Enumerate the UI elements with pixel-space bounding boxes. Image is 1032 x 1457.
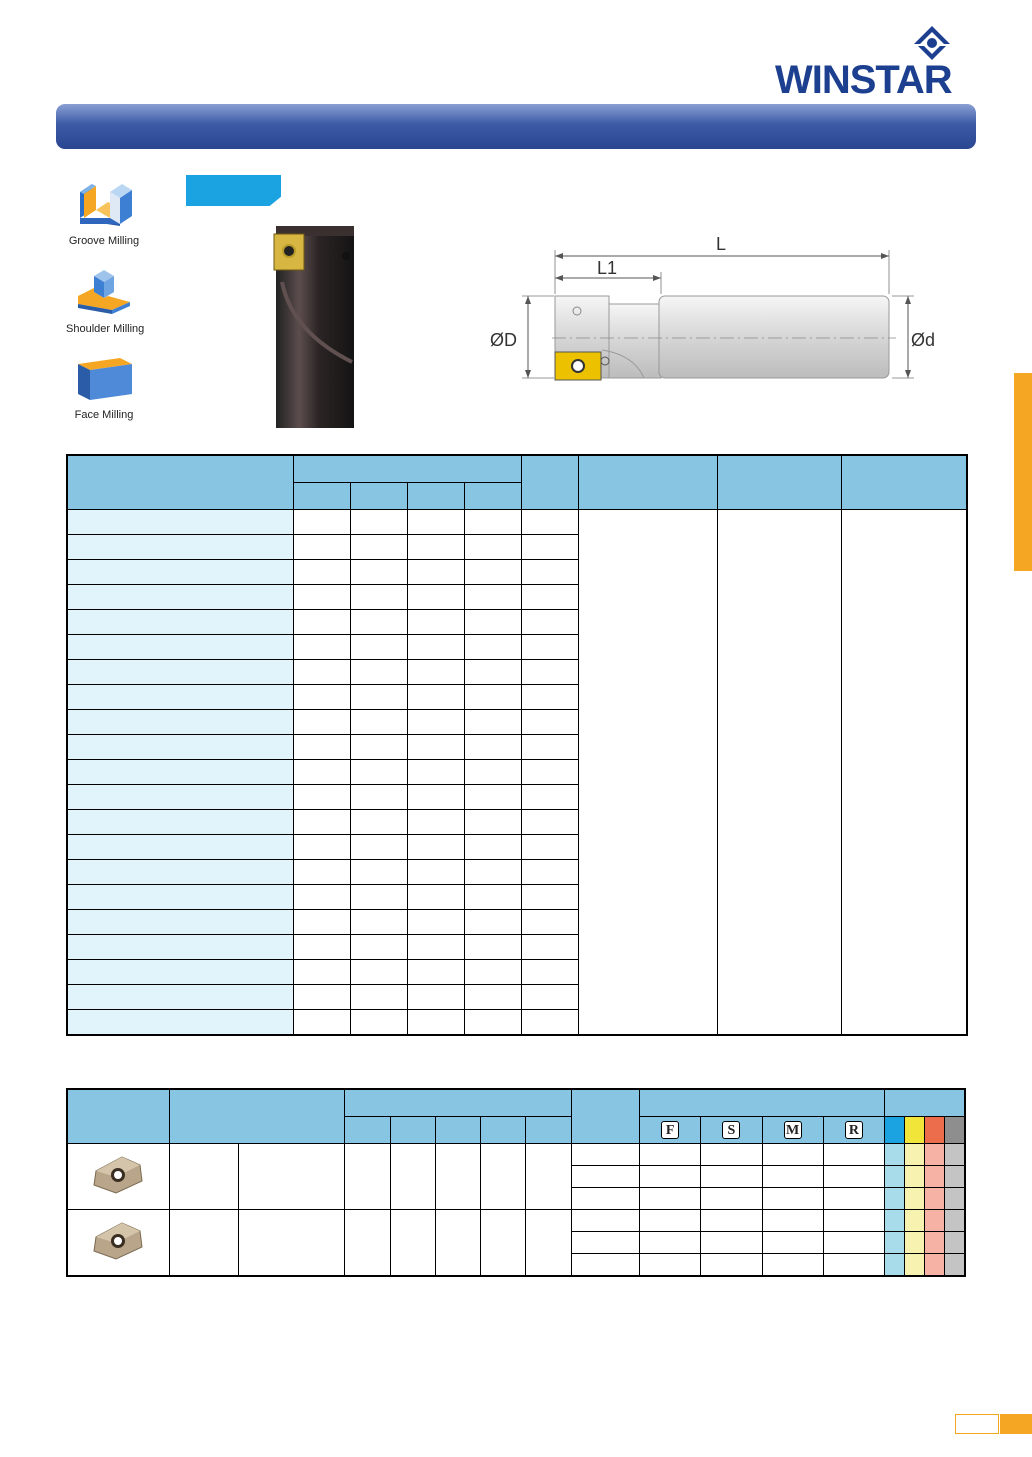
spec-model-cell bbox=[67, 684, 293, 709]
insert-model-cell bbox=[169, 1210, 238, 1277]
grade-F-icon: F bbox=[661, 1121, 679, 1139]
spec-value-cell bbox=[293, 559, 350, 584]
spec-value-cell bbox=[293, 534, 350, 559]
insert-material-cell bbox=[905, 1232, 925, 1254]
spec-value-cell bbox=[521, 1009, 578, 1035]
spec-header-insert bbox=[578, 455, 717, 509]
spec-value-cell bbox=[293, 834, 350, 859]
spec-header-screw bbox=[717, 455, 841, 509]
insert-material-cell bbox=[905, 1166, 925, 1188]
dim-L-label: L bbox=[716, 234, 727, 254]
insert-dim-cell bbox=[390, 1144, 435, 1210]
spec-value-cell bbox=[350, 684, 407, 709]
spec-model-cell bbox=[67, 834, 293, 859]
face-milling-item bbox=[66, 354, 142, 421]
spec-value-cell bbox=[464, 609, 521, 634]
spec-value-cell bbox=[350, 784, 407, 809]
series-badge bbox=[186, 175, 281, 206]
spec-value-cell bbox=[350, 809, 407, 834]
insert-material-cell bbox=[945, 1232, 965, 1254]
spec-value-cell bbox=[293, 634, 350, 659]
dim-D-label: ØD bbox=[490, 330, 517, 350]
spec-model-cell bbox=[67, 709, 293, 734]
spec-value-cell bbox=[350, 734, 407, 759]
spec-header-D bbox=[293, 482, 350, 509]
spec-value-cell bbox=[464, 1009, 521, 1035]
winstar-logo bbox=[775, 22, 980, 102]
spec-value-cell bbox=[521, 534, 578, 559]
grade-S-cell bbox=[701, 1117, 762, 1144]
spec-value-cell bbox=[407, 1009, 464, 1035]
spec-value-cell bbox=[464, 734, 521, 759]
logo-text: WINSTAR bbox=[775, 58, 952, 102]
material-k-swatch bbox=[925, 1117, 945, 1144]
spec-header-wrench bbox=[841, 455, 967, 509]
spec-model-cell bbox=[67, 1009, 293, 1035]
insert-material-cell bbox=[885, 1188, 905, 1210]
spec-value-cell bbox=[464, 634, 521, 659]
insert-grade-cell bbox=[571, 1166, 639, 1188]
spec-value-cell bbox=[407, 634, 464, 659]
insert-cutting-cell bbox=[701, 1232, 762, 1254]
grade-S-icon: S bbox=[722, 1121, 740, 1139]
insert-grade-cell bbox=[571, 1210, 639, 1232]
spec-value-cell bbox=[464, 509, 521, 534]
insert-material-cell bbox=[925, 1188, 945, 1210]
insert-icon bbox=[88, 1153, 148, 1197]
insert-material-cell bbox=[905, 1210, 925, 1232]
spec-value-cell bbox=[407, 559, 464, 584]
spec-value-cell bbox=[293, 884, 350, 909]
spec-value-cell bbox=[293, 984, 350, 1009]
spec-value-cell bbox=[350, 934, 407, 959]
spec-header-L bbox=[350, 482, 407, 509]
dim-L1-label: L1 bbox=[597, 258, 618, 278]
spec-value-cell bbox=[464, 784, 521, 809]
spec-value-cell bbox=[350, 1009, 407, 1035]
insert-material-cell bbox=[925, 1210, 945, 1232]
spec-value-cell bbox=[407, 534, 464, 559]
header-bar bbox=[56, 104, 976, 149]
spec-value-cell bbox=[293, 684, 350, 709]
material-m-swatch bbox=[905, 1117, 925, 1144]
spec-value-cell bbox=[407, 984, 464, 1009]
insert-cutting-cell bbox=[639, 1254, 700, 1277]
spec-model-cell bbox=[67, 509, 293, 534]
insert-cutting-cell bbox=[639, 1166, 700, 1188]
spec-value-cell bbox=[293, 659, 350, 684]
insert-model-cell bbox=[239, 1210, 344, 1277]
insert-material-cell bbox=[885, 1166, 905, 1188]
spec-value-cell bbox=[521, 984, 578, 1009]
spec-value-cell bbox=[293, 759, 350, 784]
spec-value-cell bbox=[350, 834, 407, 859]
insert-material-cell bbox=[945, 1210, 965, 1232]
insert-grade-cell bbox=[571, 1144, 639, 1166]
insert-material-cell bbox=[905, 1188, 925, 1210]
insert-material-cell bbox=[925, 1232, 945, 1254]
spec-value-cell bbox=[464, 984, 521, 1009]
spec-insert-cell bbox=[578, 509, 717, 1035]
spec-value-cell bbox=[293, 509, 350, 534]
insert-header-material bbox=[885, 1089, 965, 1117]
spec-value-cell bbox=[350, 884, 407, 909]
spec-value-cell bbox=[407, 834, 464, 859]
insert-cutting-cell bbox=[762, 1144, 823, 1166]
spec-value-cell bbox=[293, 584, 350, 609]
spec-value-cell bbox=[521, 909, 578, 934]
insert-model-cell bbox=[169, 1144, 238, 1210]
spec-value-cell bbox=[350, 709, 407, 734]
insert-material-cell bbox=[925, 1166, 945, 1188]
face-milling-label: Face Milling bbox=[74, 409, 134, 421]
spec-model-cell bbox=[67, 784, 293, 809]
spec-header-row-1 bbox=[67, 455, 967, 482]
spec-model-cell bbox=[67, 609, 293, 634]
spec-model-cell bbox=[67, 884, 293, 909]
spec-value-cell bbox=[521, 834, 578, 859]
spec-model-cell bbox=[67, 984, 293, 1009]
insert-cutting-cell bbox=[823, 1188, 884, 1210]
groove-milling-item bbox=[66, 180, 142, 247]
spec-value-cell bbox=[350, 509, 407, 534]
spec-value-cell bbox=[293, 959, 350, 984]
insert-cutting-cell bbox=[701, 1254, 762, 1277]
grade-R-cell bbox=[823, 1117, 884, 1144]
insert-row bbox=[67, 1210, 965, 1232]
insert-image-cell bbox=[67, 1210, 169, 1277]
material-p-swatch bbox=[885, 1117, 905, 1144]
spec-value-cell bbox=[521, 609, 578, 634]
insert-material-cell bbox=[885, 1210, 905, 1232]
spec-value-cell bbox=[407, 734, 464, 759]
spec-value-cell bbox=[350, 959, 407, 984]
spec-value-cell bbox=[464, 559, 521, 584]
insert-cutting-cell bbox=[823, 1210, 884, 1232]
tool-photo bbox=[262, 222, 370, 428]
insert-material-cell bbox=[945, 1188, 965, 1210]
page-number-box bbox=[955, 1414, 999, 1434]
grade-M-icon: M bbox=[784, 1121, 802, 1139]
spec-value-cell bbox=[521, 859, 578, 884]
spec-value-cell bbox=[464, 534, 521, 559]
insert-cutting-cell bbox=[823, 1166, 884, 1188]
spec-value-cell bbox=[464, 884, 521, 909]
insert-cutting-cell bbox=[823, 1144, 884, 1166]
groove-milling-label: Groove Milling bbox=[68, 235, 140, 247]
spec-wrench-cell bbox=[841, 509, 967, 1035]
insert-header-cutting bbox=[639, 1089, 884, 1117]
spec-value-cell bbox=[521, 659, 578, 684]
spec-value-cell bbox=[407, 959, 464, 984]
spec-value-cell bbox=[293, 909, 350, 934]
insert-grade-cell bbox=[571, 1188, 639, 1210]
insert-dim-cell bbox=[526, 1210, 571, 1277]
spec-value-cell bbox=[350, 659, 407, 684]
insert-dim-cell bbox=[526, 1144, 571, 1210]
spec-value-cell bbox=[407, 909, 464, 934]
spec-value-cell bbox=[464, 759, 521, 784]
spec-model-cell bbox=[67, 759, 293, 784]
spec-value-cell bbox=[293, 934, 350, 959]
spec-value-cell bbox=[407, 584, 464, 609]
spec-model-cell bbox=[67, 809, 293, 834]
spec-value-cell bbox=[464, 809, 521, 834]
spec-value-cell bbox=[521, 809, 578, 834]
spec-value-cell bbox=[407, 509, 464, 534]
spec-model-cell bbox=[67, 734, 293, 759]
insert-material-cell bbox=[945, 1144, 965, 1166]
spec-model-cell bbox=[67, 584, 293, 609]
insert-model-cell bbox=[239, 1144, 344, 1210]
insert-cutting-cell bbox=[762, 1188, 823, 1210]
spec-value-cell bbox=[293, 734, 350, 759]
side-tab bbox=[1014, 373, 1032, 571]
spec-value-cell bbox=[521, 759, 578, 784]
spec-value-cell bbox=[350, 859, 407, 884]
spec-value-cell bbox=[293, 809, 350, 834]
spec-value-cell bbox=[521, 934, 578, 959]
spec-value-cell bbox=[350, 609, 407, 634]
spec-value-cell bbox=[521, 634, 578, 659]
insert-table bbox=[66, 1088, 966, 1277]
spec-value-cell bbox=[521, 884, 578, 909]
spec-value-cell bbox=[521, 709, 578, 734]
insert-cutting-cell bbox=[762, 1254, 823, 1277]
insert-row bbox=[67, 1144, 965, 1166]
spec-model-cell bbox=[67, 859, 293, 884]
spec-value-cell bbox=[350, 634, 407, 659]
insert-cutting-cell bbox=[701, 1210, 762, 1232]
shoulder-milling-item bbox=[66, 268, 145, 335]
spec-value-cell bbox=[407, 784, 464, 809]
insert-grade-cell bbox=[571, 1254, 639, 1277]
insert-header-image bbox=[67, 1089, 169, 1144]
spec-header-model bbox=[67, 455, 293, 509]
insert-cutting-cell bbox=[639, 1210, 700, 1232]
insert-material-cell bbox=[905, 1144, 925, 1166]
spec-value-cell bbox=[464, 709, 521, 734]
shoulder-milling-label: Shoulder Milling bbox=[66, 323, 145, 335]
spec-value-cell bbox=[521, 559, 578, 584]
spec-table bbox=[66, 454, 968, 1036]
insert-header-dimensions bbox=[344, 1089, 571, 1117]
insert-cutting-cell bbox=[823, 1232, 884, 1254]
grade-M-cell bbox=[762, 1117, 823, 1144]
spec-header-L1 bbox=[407, 482, 464, 509]
insert-material-cell bbox=[925, 1254, 945, 1277]
insert-dim-cell bbox=[344, 1144, 390, 1210]
insert-icon bbox=[88, 1219, 148, 1263]
insert-header-grade bbox=[571, 1089, 639, 1144]
spec-screw-cell bbox=[717, 509, 841, 1035]
spec-value-cell bbox=[350, 759, 407, 784]
spec-value-cell bbox=[464, 834, 521, 859]
insert-image-cell bbox=[67, 1144, 169, 1210]
spec-value-cell bbox=[521, 959, 578, 984]
insert-header-row-1 bbox=[67, 1089, 965, 1117]
insert-cutting-cell bbox=[701, 1166, 762, 1188]
insert-cutting-cell bbox=[701, 1144, 762, 1166]
insert-dim-cell bbox=[481, 1144, 526, 1210]
spec-value-cell bbox=[407, 809, 464, 834]
spec-value-cell bbox=[293, 709, 350, 734]
insert-grade-cell bbox=[571, 1232, 639, 1254]
insert-dim-cell bbox=[344, 1210, 390, 1277]
insert-material-cell bbox=[945, 1166, 965, 1188]
spec-model-cell bbox=[67, 934, 293, 959]
insert-cutting-cell bbox=[762, 1166, 823, 1188]
spec-value-cell bbox=[464, 934, 521, 959]
spec-value-cell bbox=[350, 534, 407, 559]
spec-model-cell bbox=[67, 634, 293, 659]
spec-value-cell bbox=[407, 609, 464, 634]
spec-row bbox=[67, 509, 967, 534]
spec-value-cell bbox=[350, 909, 407, 934]
spec-value-cell bbox=[407, 684, 464, 709]
spec-value-cell bbox=[350, 559, 407, 584]
spec-value-cell bbox=[293, 1009, 350, 1035]
spec-value-cell bbox=[464, 959, 521, 984]
spec-model-cell bbox=[67, 559, 293, 584]
spec-value-cell bbox=[521, 784, 578, 809]
grade-F-cell bbox=[639, 1117, 700, 1144]
dim-d-label: Ød bbox=[911, 330, 936, 350]
spec-value-cell bbox=[293, 859, 350, 884]
insert-header-model bbox=[169, 1089, 344, 1144]
spec-value-cell bbox=[521, 734, 578, 759]
spec-value-cell bbox=[464, 659, 521, 684]
face-milling-icon bbox=[72, 354, 136, 402]
insert-material-cell bbox=[945, 1254, 965, 1277]
dimension-diagram bbox=[484, 230, 954, 390]
insert-cutting-cell bbox=[762, 1210, 823, 1232]
insert-cutting-cell bbox=[701, 1188, 762, 1210]
spec-value-cell bbox=[407, 759, 464, 784]
spec-value-cell bbox=[464, 684, 521, 709]
spec-value-cell bbox=[350, 584, 407, 609]
spec-header-z bbox=[521, 455, 578, 509]
spec-model-cell bbox=[67, 534, 293, 559]
spec-model-cell bbox=[67, 659, 293, 684]
insert-dim-cell bbox=[436, 1144, 481, 1210]
spec-value-cell bbox=[407, 934, 464, 959]
insert-material-cell bbox=[925, 1144, 945, 1166]
spec-value-cell bbox=[464, 859, 521, 884]
spec-value-cell bbox=[407, 659, 464, 684]
spec-header-dimensions bbox=[293, 455, 521, 482]
insert-dim-cell bbox=[390, 1210, 435, 1277]
shoulder-milling-icon bbox=[72, 268, 136, 316]
insert-cutting-cell bbox=[639, 1144, 700, 1166]
spec-value-cell bbox=[293, 784, 350, 809]
material-n-swatch bbox=[945, 1117, 965, 1144]
spec-value-cell bbox=[464, 584, 521, 609]
spec-value-cell bbox=[350, 984, 407, 1009]
spec-value-cell bbox=[293, 609, 350, 634]
spec-model-cell bbox=[67, 909, 293, 934]
spec-value-cell bbox=[464, 909, 521, 934]
insert-cutting-cell bbox=[762, 1232, 823, 1254]
insert-cutting-cell bbox=[823, 1254, 884, 1277]
insert-material-cell bbox=[885, 1144, 905, 1166]
insert-material-cell bbox=[905, 1254, 925, 1277]
spec-model-cell bbox=[67, 959, 293, 984]
insert-cutting-cell bbox=[639, 1232, 700, 1254]
spec-value-cell bbox=[407, 709, 464, 734]
spec-value-cell bbox=[407, 859, 464, 884]
insert-dim-cell bbox=[436, 1210, 481, 1277]
spec-value-cell bbox=[521, 584, 578, 609]
grade-R-icon: R bbox=[845, 1121, 863, 1139]
spec-value-cell bbox=[521, 509, 578, 534]
spec-value-cell bbox=[407, 884, 464, 909]
insert-cutting-cell bbox=[639, 1188, 700, 1210]
groove-milling-icon bbox=[72, 180, 136, 228]
spec-value-cell bbox=[521, 684, 578, 709]
insert-material-cell bbox=[885, 1254, 905, 1277]
page-number-tab bbox=[1000, 1414, 1032, 1434]
spec-header-d bbox=[464, 482, 521, 509]
insert-dim-cell bbox=[481, 1210, 526, 1277]
insert-material-cell bbox=[885, 1232, 905, 1254]
